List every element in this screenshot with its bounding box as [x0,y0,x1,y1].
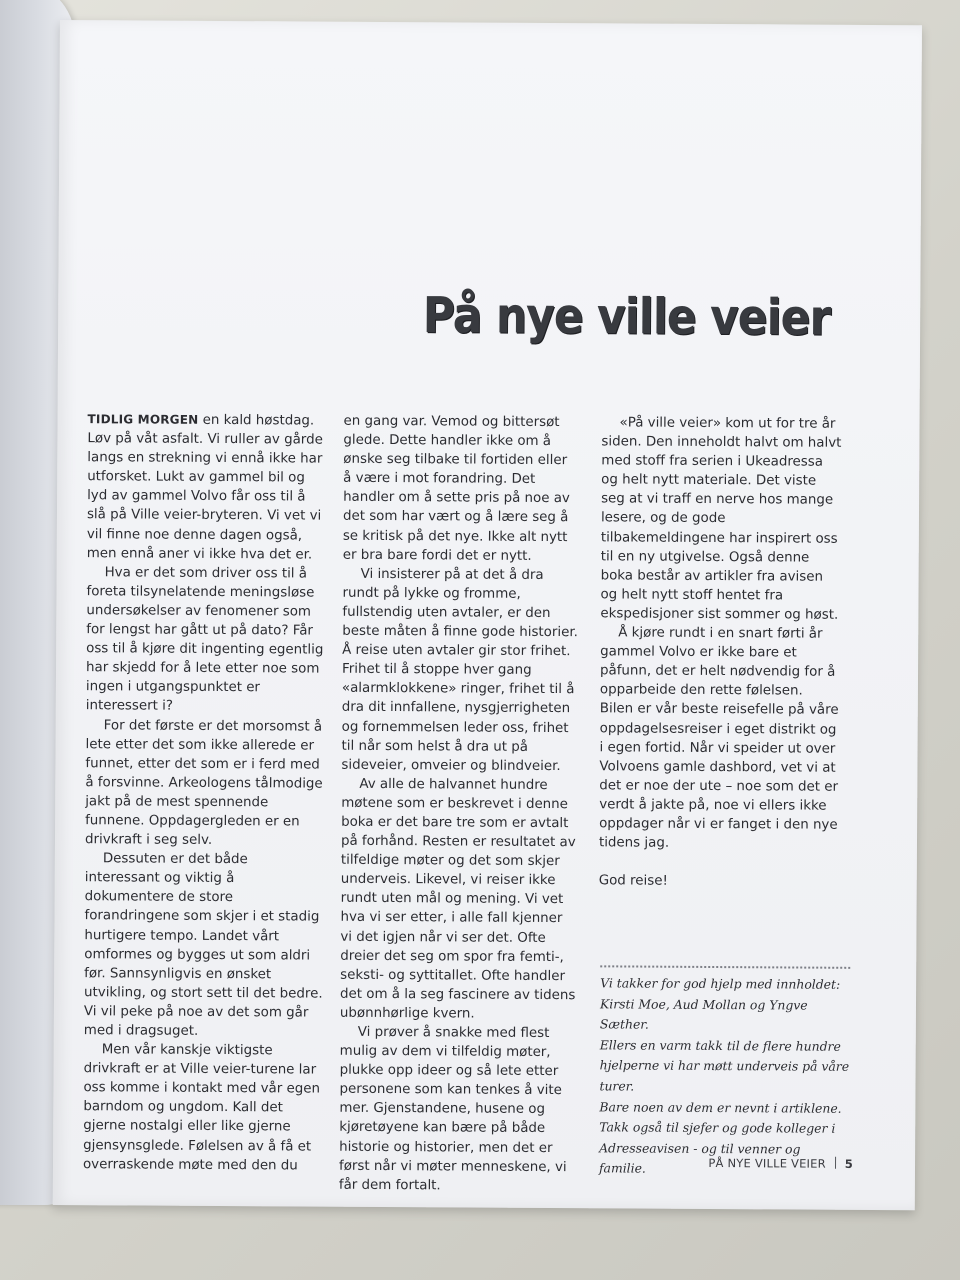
text-column-3 [599,413,842,892]
dotted-divider [600,965,850,969]
paragraph: For det første er det morsomst å lete etter det som ikke allerede er funnet, etter det som er i ferd med å forsvinne. Arkeologens tålmodige jakt på de mest spennende funnene. Oppdagergleden er en drivkraft i seg selv. [84,717,323,849]
acknowledgements: Vi takker for god hjelp med innholdet: Kirsti Moe, Aud Mollan og Yngve Sæther. Ellers en varm takk til de flere hundre hjelperne vi har møtt underveis på våre turer. Bare noen av dem er nevnt i artiklene. Takk også til sjefer og gode kolleger i Adresseavisen - og til venner og familie. [598,975,850,1176]
page-title: På nye ville veier [422,287,831,347]
paragraph: «På ville veier» kom ut for tre år siden. Den inneholdt halvt om halvt med stoff fra serien i Ukeadressa og helt nytt materiale. Det viste seg at vi traff en nerve hos mange lesere, og de gode tilbakemeldingene har inspirert oss til en ny utgivelse. Også denne boka består av artikler fra avisen og helt nytt stoff hentet fra ekspedisjoner sist sommer og høst. [600,415,842,623]
paragraph: Dessuten er det både interessant og viktig å dokumentere de store forandringene som skjer i et stadig hurtigere tempo. Landet vårt omformes og bygges ut som aldri før. Sannsynligvis en ønsket utvikling, og stort sett til det bedre. Vi vil peke på noe av det som går med i dragsuget. [83,851,323,1039]
page-number: 5 [844,1156,854,1171]
paragraph: Men vår kanskje viktigste drivkraft er at Ville veier-turene lar oss komme i kontakt med vår egen barndom og ungdom. Kall det gjerne nostalgi eller like gjerne gjensynsglede. Følelsen av å få et overraskende møte med den du [82,1042,321,1174]
paragraph: Vi prøver å snakke med flest mulig av dem vi tilfeldig møter, plukke opp ideer og så lete etter personene som kan tenkes å vite mer. Gjenstandene, husene og kjøretøyene kan bære på både historie og historier, men det er først når vi møter menneskene, vi får dem fortalt. [338,1024,567,1194]
text-column-2 [339,412,580,1196]
closing-line: God reise! [598,873,668,889]
lead-in: TIDLIG MORGEN [87,412,199,427]
footer-separator [835,1157,836,1169]
paragraph: Å kjøre rundt i en snart førti år gammel Volvo er ikke bare et påfunn, det er helt nødvendig for å opparbeide den rette følelsen. Bilen er vår beste reisefelle på våre oppdagelsesreiser i eget distrikt og i egen fortid. Når vi speider ut over Volvoens gamle dashbord, vet vi at det er noe der ute – noe som det er verdt å jakte på, noe vi ellers ikke oppdager når vi er fanget i den nye tidens jag. [598,625,839,851]
paragraph: Av alle de halvannet hundre møtene som er beskrevet i denne boka er det bare tre som er avtalt på forhånd. Resten er resultatet av tilfeldige møter og det som skjer underveis. Likevel, vi reiser ikke rundt uten mål og mening. Vi vet hva vi ser etter, i alle fall kjenner vi det igjen når vi ser det. Ofte dreier det seg om spor fra femti-, seksti- og syttitallet. Ofte handler det om å la seg fascinere av tidens ubønnhørlige kvern. [339,776,576,1022]
running-title: PÅ NYE VILLE VEIER [708,1155,826,1171]
paragraph: en gang var. Vemod og bittersøt glede. Dette handler ikke om å ønske seg tilbake til fortiden eller å være i mot forandring. Det handler om å sette pris på noe av det som har vært og å lære seg å se kritisk på det nye. Ikke alt nytt er bra bare fordi det er nytt. [342,413,570,564]
paragraph-text: en kald høstdag. Løv på våt asfalt. Vi ruller av gårde langs en strekning vi ennå ikke har utforsket. Lukt av gammel bil og lyd av gammel Volvo får oss til å slå på Ville veier-bryteren. Vi vet vi vil finne noe denne dagen også, men ennå aner vi ikke hva det er. [86,412,323,563]
book-page [53,20,922,1210]
paragraph: Hva er det som driver oss til å foreta tilsynelatende meningsløse undersøkelser av fenomener som for lengst har gått ut på dato? Får oss til å kjøre dit ingenting egentlig har skjedd for å lete etter noe som ingen i utgangspunktet er interessert i? [85,565,324,715]
paragraph: Vi insisterer på at det å dra rundt på lykke og fromme, fullstendig uten avtaler, er den beste måten å finne gode historier. Å reise uten avtaler gir stor frihet. Frihet til å stoppe hver gang «alarmklokkene» ringer, frihet til å dra dit innfallene, nysgjerrigheten og fornemmelsen leder oss, frihet til når som helst å dra ut på sideveier, omveier og blindveier. [341,566,578,774]
page-footer [613,1155,853,1170]
text-column-1 [83,410,328,1175]
paragraph [87,410,328,564]
